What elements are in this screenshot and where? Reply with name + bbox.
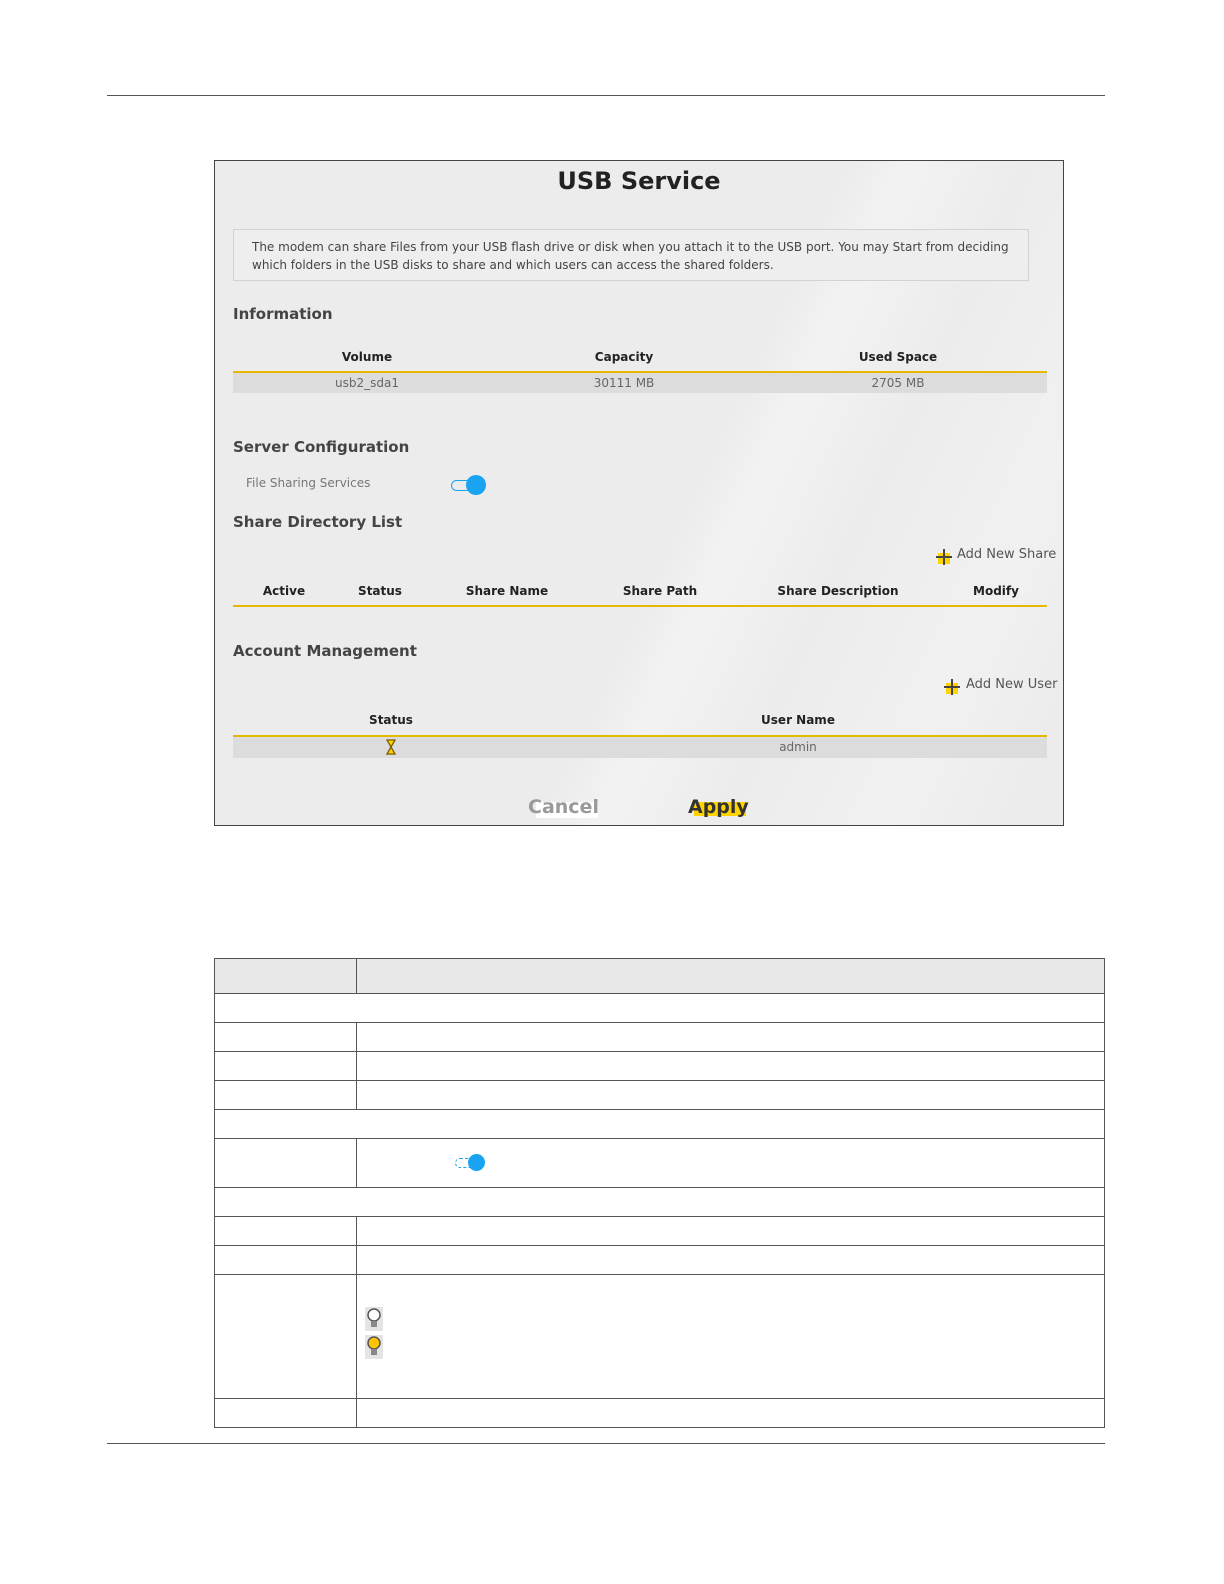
header-rule <box>107 95 1105 96</box>
table-row <box>215 1188 1105 1217</box>
bulb-off-icon <box>365 1307 383 1331</box>
footer-rule <box>107 1443 1105 1444</box>
col-share-path: Share Path <box>622 584 698 598</box>
col-modify: Modify <box>973 584 1019 598</box>
share-header-line <box>233 605 1047 607</box>
add-new-user-link[interactable]: Add New User <box>966 677 1058 692</box>
capacity-cell: 30111 MB <box>593 376 655 390</box>
table-row <box>233 737 1047 758</box>
usb-service-screenshot <box>214 160 1064 826</box>
account-management-heading: Account Management <box>233 642 417 660</box>
file-sharing-toggle[interactable] <box>451 475 487 497</box>
apply-button[interactable]: Apply <box>688 796 749 818</box>
table-row <box>215 994 1105 1023</box>
cancel-button[interactable]: Cancel <box>528 796 599 818</box>
col-share-name: Share Name <box>465 584 549 598</box>
share-directory-heading: Share Directory List <box>233 513 403 531</box>
table-row <box>215 1399 1105 1428</box>
col-user-name: User Name <box>761 713 835 727</box>
information-heading: Information <box>233 305 333 323</box>
field-description-table <box>214 958 1105 1428</box>
col-capacity: Capacity <box>594 350 654 364</box>
table-row <box>215 1110 1105 1139</box>
user-status-icon <box>385 739 397 755</box>
col-user-status: Status <box>369 713 413 727</box>
table-row <box>215 1052 1105 1081</box>
col-used-space: Used Space <box>858 350 938 364</box>
description-box: The modem can share Files from your USB flash drive or disk when you attach it to the USB port. You may Start from deciding which folders in the USB disks to share and which users can access the shared folders. <box>233 229 1029 281</box>
table-row <box>215 1081 1105 1110</box>
toggle-knob <box>466 475 486 495</box>
table-header-row <box>215 959 1105 994</box>
add-new-share-link[interactable]: Add New Share <box>957 547 1057 562</box>
table-row <box>215 1023 1105 1052</box>
file-sharing-label: File Sharing Services <box>246 476 371 490</box>
col-volume: Volume <box>341 350 393 364</box>
table-row <box>215 1275 1105 1399</box>
toggle-on-icon <box>455 1153 487 1173</box>
col-share-description: Share Description <box>777 584 899 598</box>
page-title: USB Service <box>557 167 721 195</box>
table-row <box>215 1217 1105 1246</box>
add-user-plus-icon[interactable] <box>944 679 960 695</box>
col-status: Status <box>358 584 402 598</box>
server-config-heading: Server Configuration <box>233 438 410 456</box>
col-active: Active <box>262 584 306 598</box>
bulb-on-icon <box>365 1335 383 1359</box>
used-space-cell: 2705 MB <box>871 376 925 390</box>
volume-cell: usb2_sda1 <box>335 376 399 390</box>
table-row <box>215 1246 1105 1275</box>
table-row <box>215 1139 1105 1188</box>
add-share-plus-icon[interactable] <box>936 549 952 565</box>
user-name-cell: admin <box>779 740 817 754</box>
